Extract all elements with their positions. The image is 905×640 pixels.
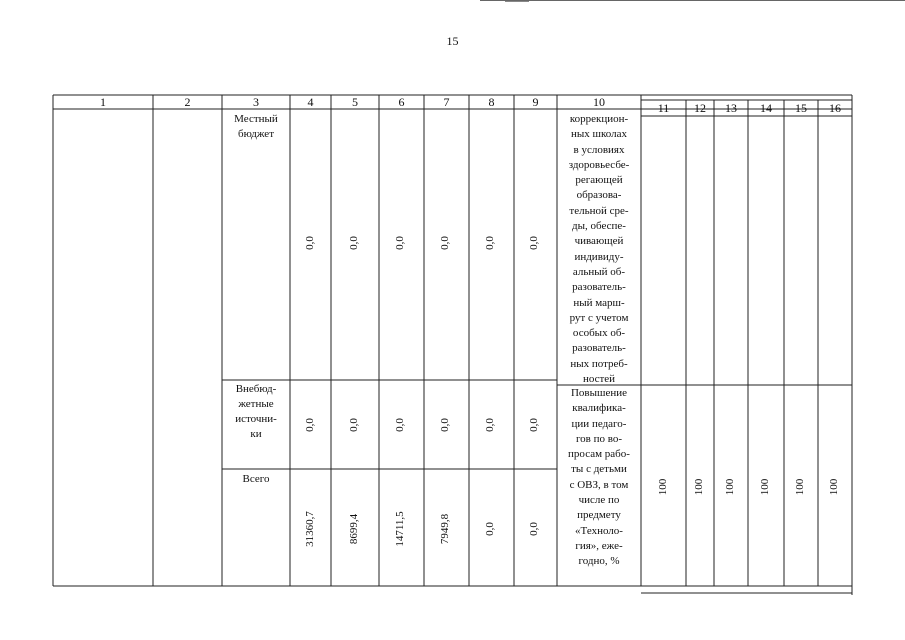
target-col13: 100 <box>724 478 736 496</box>
header-cell-5: 5 <box>352 95 358 109</box>
header-cell-15: 15 <box>795 101 807 115</box>
target-col11: 100 <box>657 478 669 496</box>
extra-value-col9: 0,0 <box>528 418 540 432</box>
header-cell-13: 13 <box>725 101 737 115</box>
header-cell-12: 12 <box>694 101 706 115</box>
local-value-col7: 0,0 <box>439 236 451 250</box>
header-cell-9: 9 <box>532 95 539 109</box>
extra-value-col8: 0,0 <box>484 418 496 432</box>
extra-value-col5: 0,0 <box>348 418 360 432</box>
source-total: Всего <box>242 473 270 485</box>
extra-value-col4: 0,0 <box>304 418 316 432</box>
page-number: 15 <box>446 34 459 48</box>
total-value-col4: 31360,7 <box>304 511 316 547</box>
header-cell-4: 4 <box>307 95 314 109</box>
header-cell-3: 3 <box>253 95 259 109</box>
total-value-col6: 14711,5 <box>394 511 406 547</box>
header-cell-6: 6 <box>398 95 405 109</box>
local-value-col5: 0,0 <box>348 236 360 250</box>
target-col12: 100 <box>693 478 705 496</box>
total-value-col9: 0,0 <box>528 522 540 536</box>
header-cell-16: 16 <box>829 101 841 115</box>
source-extrabudgetary: Внебюд- жетные источни- ки <box>235 383 277 440</box>
header-cell-1: 1 <box>100 95 106 109</box>
header-cell-8: 8 <box>488 95 495 109</box>
header-cell-7: 7 <box>443 95 450 109</box>
total-value-col8: 0,0 <box>484 522 496 536</box>
extra-value-col6: 0,0 <box>394 418 406 432</box>
header-cell-10: 10 <box>593 95 605 109</box>
source-local-budget: Местный бюджет <box>234 113 278 140</box>
local-value-col9: 0,0 <box>528 236 540 250</box>
indicator-new-text: Повышение квалифика- ции педаго- гов по во- просам рабо- ты с детьми с ОВЗ, в том числе по предмету «Техноло- гия», еже- годно, % <box>568 387 630 568</box>
total-value-col5: 8699,4 <box>348 513 360 545</box>
header-cell-11: 11 <box>657 101 670 115</box>
header-cell-2: 2 <box>184 95 191 109</box>
target-col14: 100 <box>759 478 771 496</box>
local-value-col6: 0,0 <box>394 236 406 250</box>
header-cell-14: 14 <box>760 101 772 115</box>
local-value-col8: 0,0 <box>484 236 496 250</box>
indicator-continued-text: коррекцион- ных школах в условиях здоровьесбе- регающей образова- тельной сре- ды, обеспе- чивающей индивиду- альный об- разователь- ный марш- рут с учетом особых об- разователь- ных потреб- ностей <box>568 113 630 386</box>
local-value-col4: 0,0 <box>304 236 316 250</box>
total-value-col7: 7949,8 <box>439 513 451 545</box>
target-col15: 100 <box>794 478 806 496</box>
target-col16: 100 <box>828 478 840 496</box>
extra-value-col7: 0,0 <box>439 418 451 432</box>
